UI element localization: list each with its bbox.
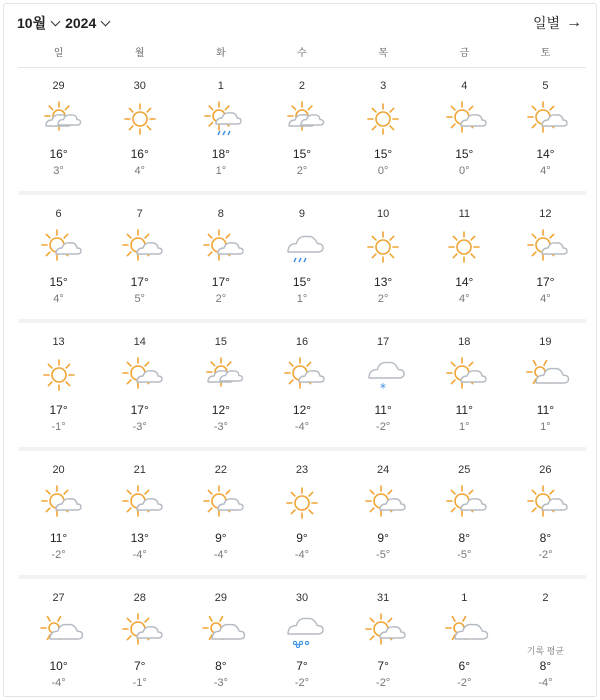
day-cell[interactable] bbox=[180, 326, 261, 444]
low-temp: -3° bbox=[213, 421, 228, 433]
high-temp: 17° bbox=[130, 275, 149, 289]
day-cell[interactable] bbox=[180, 198, 261, 316]
high-temp: 7° bbox=[296, 659, 308, 673]
day-cell[interactable] bbox=[343, 326, 424, 444]
high-temp: 8° bbox=[539, 531, 552, 545]
high-temp: 15° bbox=[374, 147, 393, 161]
low-temp: -2° bbox=[51, 549, 66, 561]
low-temp: 1° bbox=[296, 293, 308, 305]
high-temp: 6° bbox=[458, 659, 471, 673]
chevron-down-icon bbox=[101, 16, 111, 26]
day-number: 16 bbox=[295, 336, 309, 348]
day-number: 18 bbox=[458, 336, 471, 348]
cloudy-sun-icon bbox=[204, 614, 238, 648]
day-number: 4 bbox=[461, 80, 468, 92]
day-cell[interactable] bbox=[424, 454, 505, 572]
month-select[interactable] bbox=[17, 13, 65, 33]
week-divider bbox=[18, 575, 586, 579]
day-cell[interactable] bbox=[505, 326, 586, 444]
low-temp: -4° bbox=[294, 549, 310, 561]
day-number: 13 bbox=[52, 336, 65, 348]
partly-cloudy-icon bbox=[447, 358, 481, 392]
day-number: 26 bbox=[539, 464, 552, 476]
arrow-right-icon: → bbox=[566, 14, 582, 31]
low-temp: 3° bbox=[53, 165, 64, 177]
high-temp: 9° bbox=[377, 531, 389, 545]
low-temp: -3° bbox=[132, 421, 147, 433]
day-cell[interactable] bbox=[424, 326, 505, 444]
record-average-label: 기록 평균 bbox=[526, 646, 565, 656]
day-number: 23 bbox=[295, 464, 309, 476]
partly-cloudy-icon bbox=[447, 102, 481, 136]
low-temp: -4° bbox=[294, 421, 310, 433]
week-row bbox=[18, 70, 586, 188]
month-label: 10월 bbox=[17, 15, 47, 31]
day-cell[interactable] bbox=[18, 198, 99, 316]
day-cell[interactable] bbox=[261, 70, 342, 188]
high-temp: 11° bbox=[49, 531, 68, 545]
chevron-down-icon bbox=[51, 16, 61, 26]
month-year-selector bbox=[17, 13, 115, 33]
partly-cloudy-icon bbox=[123, 614, 157, 648]
week-row bbox=[18, 198, 586, 316]
day-cell[interactable] bbox=[180, 454, 261, 572]
header-divider bbox=[18, 67, 586, 68]
day-number: 7 bbox=[136, 208, 143, 220]
day-cell[interactable] bbox=[99, 326, 180, 444]
week-divider bbox=[18, 447, 586, 451]
day-number: 11 bbox=[458, 208, 470, 220]
high-temp: 8° bbox=[539, 659, 552, 673]
high-temp: 17° bbox=[536, 275, 555, 289]
high-temp: 13° bbox=[374, 275, 393, 289]
day-number: 2 bbox=[542, 592, 549, 604]
weekday-sat: 토 bbox=[540, 48, 551, 59]
day-number: 30 bbox=[133, 80, 146, 92]
high-temp: 13° bbox=[130, 531, 149, 545]
cloudy-sun-icon bbox=[42, 614, 76, 648]
day-number: 1 bbox=[461, 592, 468, 604]
weekday-wed: 수 bbox=[297, 48, 307, 59]
day-cell[interactable] bbox=[505, 70, 586, 188]
partly-cloudy-icon bbox=[528, 486, 562, 520]
high-temp: 9° bbox=[215, 531, 227, 545]
low-temp: 0° bbox=[459, 165, 470, 177]
svg-text:*: * bbox=[380, 381, 387, 395]
day-number: 5 bbox=[542, 80, 549, 92]
day-cell[interactable] bbox=[261, 326, 342, 444]
day-number: 17 bbox=[377, 336, 390, 348]
high-temp: 8° bbox=[458, 531, 471, 545]
sunny-icon bbox=[123, 102, 157, 136]
low-temp: 5° bbox=[134, 293, 145, 305]
sun-rain-icon bbox=[204, 102, 238, 136]
partly-cloudy-icon bbox=[204, 486, 238, 520]
partly-cloudy-icon bbox=[42, 486, 76, 520]
day-number: 9 bbox=[298, 208, 306, 220]
day-number: 25 bbox=[458, 464, 471, 476]
partly-cloudy-icon bbox=[528, 102, 562, 136]
rain-icon bbox=[285, 230, 319, 264]
day-number: 6 bbox=[55, 208, 62, 220]
calendar-header bbox=[4, 4, 596, 40]
low-temp: 4° bbox=[53, 293, 64, 305]
year-select[interactable] bbox=[65, 15, 115, 31]
sunny-icon bbox=[285, 486, 319, 520]
partly-cloudy-icon bbox=[123, 230, 157, 264]
week-divider bbox=[18, 319, 586, 323]
low-temp: 4° bbox=[459, 293, 470, 305]
day-cell[interactable] bbox=[99, 198, 180, 316]
high-temp: 11° bbox=[455, 403, 473, 417]
day-cell[interactable] bbox=[99, 70, 180, 188]
low-temp: -3° bbox=[213, 677, 228, 689]
day-number: 14 bbox=[133, 336, 146, 348]
partly-cloudy-icon bbox=[366, 614, 400, 648]
daily-view-link[interactable] bbox=[533, 13, 582, 33]
partly-cloudy-icon bbox=[42, 230, 76, 264]
mostly-cloudy-icon bbox=[285, 102, 319, 136]
partly-cloudy-icon bbox=[285, 358, 319, 392]
low-temp: 2° bbox=[215, 293, 227, 305]
mostly-cloudy-icon bbox=[204, 358, 238, 392]
low-temp: -2° bbox=[294, 677, 310, 689]
low-temp: 2° bbox=[377, 293, 389, 305]
high-temp: 15° bbox=[455, 147, 474, 161]
day-cell[interactable] bbox=[18, 582, 99, 697]
low-temp: 4° bbox=[540, 165, 551, 177]
low-temp: -4° bbox=[213, 549, 228, 561]
high-temp: 14° bbox=[455, 275, 474, 289]
day-cell[interactable] bbox=[180, 70, 261, 188]
day-cell[interactable] bbox=[18, 454, 99, 572]
day-number: 12 bbox=[539, 208, 552, 220]
week-row bbox=[18, 582, 586, 697]
high-temp: 16° bbox=[49, 147, 68, 161]
day-number: 2 bbox=[298, 80, 306, 92]
day-number: 30 bbox=[295, 592, 309, 604]
day-cell[interactable] bbox=[180, 582, 261, 697]
day-number: 21 bbox=[133, 464, 146, 476]
partly-cloudy-icon bbox=[123, 358, 157, 392]
high-temp: 11° bbox=[536, 403, 555, 417]
low-temp: 4° bbox=[540, 293, 551, 305]
day-number: 27 bbox=[52, 592, 65, 604]
sunny-icon bbox=[447, 230, 481, 264]
high-temp: 7° bbox=[133, 659, 146, 673]
year-label: 2024 bbox=[65, 15, 97, 31]
low-temp: -4° bbox=[51, 677, 66, 689]
low-temp: 2° bbox=[296, 165, 308, 177]
high-temp: 17° bbox=[49, 403, 68, 417]
high-temp: 17° bbox=[130, 403, 149, 417]
sunny-icon bbox=[366, 102, 400, 136]
high-temp: 17° bbox=[211, 275, 230, 289]
day-number: 10 bbox=[377, 208, 390, 220]
low-temp: 0° bbox=[377, 165, 389, 177]
day-cell[interactable] bbox=[261, 582, 342, 697]
weekday-mon: 월 bbox=[134, 48, 145, 59]
partly-cloudy-icon bbox=[204, 230, 238, 264]
high-temp: 16° bbox=[130, 147, 149, 161]
day-cell[interactable] bbox=[99, 582, 180, 697]
high-temp: 12° bbox=[292, 403, 312, 417]
day-cell[interactable] bbox=[343, 70, 424, 188]
partly-cloudy-icon bbox=[366, 486, 400, 520]
day-number: 28 bbox=[133, 592, 146, 604]
low-temp: -1° bbox=[132, 677, 147, 689]
high-temp: 15° bbox=[292, 147, 312, 161]
weekday-header bbox=[18, 44, 586, 66]
day-cell[interactable] bbox=[18, 70, 99, 188]
low-temp: -5° bbox=[376, 549, 391, 561]
day-cell[interactable] bbox=[261, 198, 342, 316]
low-temp: -2° bbox=[376, 421, 391, 433]
low-temp: -2° bbox=[538, 549, 553, 561]
low-temp: 1° bbox=[459, 421, 470, 433]
day-cell[interactable] bbox=[261, 454, 342, 572]
day-cell[interactable] bbox=[343, 582, 424, 697]
day-number: 22 bbox=[214, 464, 227, 476]
weather-calendar bbox=[3, 3, 597, 697]
day-cell[interactable] bbox=[424, 582, 505, 697]
partly-cloudy-icon bbox=[528, 230, 562, 264]
high-temp: 12° bbox=[211, 403, 230, 417]
low-temp: 1° bbox=[540, 421, 551, 433]
day-number: 20 bbox=[52, 464, 65, 476]
day-cell[interactable] bbox=[343, 198, 424, 316]
partly-cloudy-icon bbox=[447, 486, 481, 520]
day-cell[interactable] bbox=[505, 582, 586, 697]
day-number: 3 bbox=[380, 80, 387, 92]
high-temp: 7° bbox=[377, 659, 389, 673]
day-cell[interactable] bbox=[424, 70, 505, 188]
weekday-tue: 화 bbox=[216, 48, 226, 59]
day-number: 8 bbox=[217, 208, 224, 220]
mostly-cloudy-icon bbox=[42, 102, 76, 136]
low-temp: -5° bbox=[457, 549, 472, 561]
day-number: 31 bbox=[377, 592, 390, 604]
sunny-icon bbox=[366, 230, 400, 264]
high-temp: 18° bbox=[211, 147, 230, 161]
sunny-icon bbox=[42, 358, 76, 392]
day-number: 19 bbox=[539, 336, 552, 348]
day-number: 29 bbox=[52, 80, 65, 92]
low-temp: -4° bbox=[538, 677, 553, 689]
snow-showers-icon bbox=[285, 614, 319, 648]
high-temp: 10° bbox=[49, 659, 68, 673]
high-temp: 11° bbox=[374, 403, 392, 417]
snow-icon bbox=[366, 358, 400, 395]
day-cell[interactable] bbox=[343, 454, 424, 572]
day-number: 29 bbox=[214, 592, 227, 604]
low-temp: -2° bbox=[376, 677, 391, 689]
low-temp: 4° bbox=[134, 165, 145, 177]
weekday-sun: 일 bbox=[53, 48, 64, 59]
day-cell[interactable] bbox=[505, 454, 586, 572]
day-cell[interactable] bbox=[99, 454, 180, 572]
daily-view-label: 일별 bbox=[532, 15, 560, 31]
day-cell[interactable] bbox=[424, 198, 505, 316]
high-temp: 15° bbox=[292, 275, 312, 289]
weekday-fri: 금 bbox=[459, 48, 470, 59]
high-temp: 15° bbox=[49, 275, 68, 289]
high-temp: 14° bbox=[536, 147, 555, 161]
low-temp: -2° bbox=[457, 677, 472, 689]
day-cell[interactable] bbox=[505, 198, 586, 316]
cloudy-sun-icon bbox=[528, 358, 562, 392]
high-temp: 9° bbox=[296, 531, 308, 545]
high-temp: 8° bbox=[215, 659, 227, 673]
low-temp: 1° bbox=[215, 165, 227, 177]
partly-cloudy-icon bbox=[123, 486, 157, 520]
week-row bbox=[18, 326, 586, 444]
low-temp: -4° bbox=[132, 549, 147, 561]
week-divider bbox=[18, 191, 586, 195]
low-temp: -1° bbox=[51, 421, 66, 433]
day-number: 1 bbox=[217, 80, 224, 92]
day-cell[interactable] bbox=[18, 326, 99, 444]
weekday-thu: 목 bbox=[378, 48, 388, 59]
cloudy-sun-icon bbox=[447, 614, 481, 648]
day-number: 24 bbox=[377, 464, 390, 476]
day-number: 15 bbox=[214, 336, 227, 348]
week-row bbox=[18, 454, 586, 572]
